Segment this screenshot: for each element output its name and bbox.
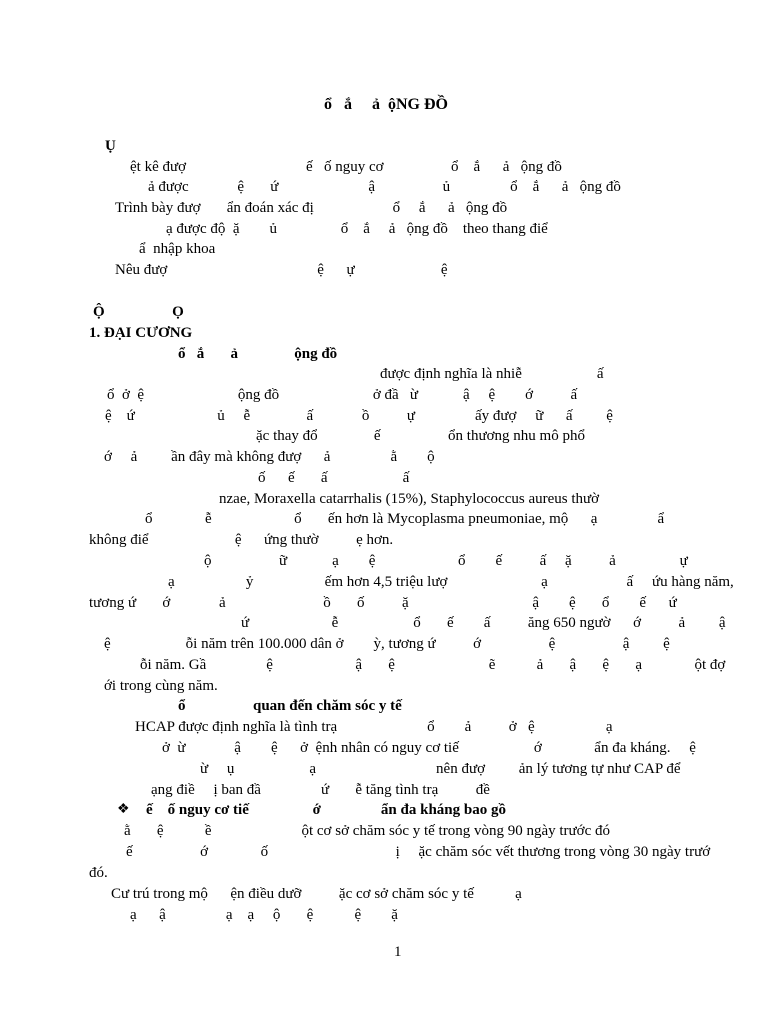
body-line: ới trong cùng năm. bbox=[104, 678, 218, 694]
objective-line: ẩ nhập khoa bbox=[139, 241, 216, 257]
body-line: ạ ỷ ếm hơn 4,5 triệu lượ ạ ấ ứu hàng năm, bbox=[168, 574, 734, 590]
objective-line: ạ được độ ặ ủ ổ ắ ả ộng đồ theo thang điể bbox=[166, 221, 548, 237]
body-line: ừ ụ ạ nên đượ ản lý tương tự như CAP để bbox=[200, 761, 681, 777]
objective-line: Nêu đượ ệ ự ệ bbox=[115, 262, 448, 278]
body-line: ỗi năm. Gầ ệ ậ ệ ẽ ả ậ ệ ạ ột đợ bbox=[140, 657, 726, 673]
subsection-heading: ổ ắ ả ộng đồ bbox=[178, 346, 338, 362]
body-line: ộ ữ ạ ệ ổ ế ấ ặ ả ự bbox=[204, 553, 688, 569]
objective-line: ệt kê đượ ế ố nguy cơ ổ ắ ả ộng đồ bbox=[130, 159, 562, 175]
body-line: ạng điề ị ban đầ ứ ễ tăng tình trạ đề bbox=[151, 782, 490, 798]
document-title: ổ ắ ả ộNG ĐỒ bbox=[324, 96, 448, 113]
section-heading: 1. ĐẠI CƯƠNG bbox=[89, 325, 193, 341]
risk-line: ạ ậ ạ ạ ộ ệ ệ ặ bbox=[130, 907, 398, 923]
body-line: ệ ỗi năm trên 100.000 dân ở ỳ, tương ứ ớ ệ ậ ệ bbox=[104, 636, 670, 652]
risk-heading: ế ố nguy cơ tiế ớ ẩn đa kháng bao gồ bbox=[146, 802, 506, 818]
body-line: không điể ệ ứng thườ ẹ hơn. bbox=[89, 532, 394, 548]
subsection-heading: ổ quan đến chăm sóc y tế bbox=[178, 698, 402, 714]
risk-line: ằ ệ ề ột cơ sở chăm sóc y tế trong vòng 90 ngày trước đó bbox=[124, 823, 611, 839]
risk-line: ế ớ ố ị ặc chăm sóc vết thương trong vòng 30 ngày trướ bbox=[126, 844, 711, 860]
risk-line: Cư trú trong mộ ện điều dưỡ ặc cơ sở chăm sóc y tế ạ bbox=[111, 886, 522, 902]
content-heading: Ộ Ọ bbox=[93, 304, 184, 320]
body-line: ố ế ấ ấ bbox=[258, 470, 410, 486]
objectives-heading: Ụ bbox=[105, 138, 116, 154]
body-line: ớ ả ần đây mà không đượ ả ằ ộ bbox=[104, 449, 435, 465]
body-line: tương ứ ớ ả ồ ố ặ ậ ệ ổ ế ứ bbox=[89, 595, 677, 611]
body-line: nzae, Moraxella catarrhalis (15%), Staphylococcus aureus thườ bbox=[219, 491, 600, 507]
body-line: HCAP được định nghĩa là tình trạ ổ ả ở ệ ạ bbox=[135, 719, 613, 735]
body-line: ở ừ ậ ệ ở ệnh nhân có nguy cơ tiế ớ ẩn đa kháng. ệ bbox=[162, 740, 696, 756]
body-line: ứ ễ ổ ế ấ ăng 650 ngườ ớ ả ậ bbox=[241, 615, 726, 631]
bullet-diamond-icon: ❖ bbox=[117, 802, 130, 817]
risk-line: đó. bbox=[89, 865, 108, 881]
body-line: ổ ễ ổ ến hơn là Mycoplasma pneumoniae, mộ ạ ẩ bbox=[145, 511, 665, 527]
body-line: ổ ở ệ ộng đồ ở đầ ừ ậ ệ ớ ấ bbox=[107, 387, 578, 403]
page-number: 1 bbox=[394, 944, 402, 960]
body-line: được định nghĩa là nhiễ ấ bbox=[380, 366, 604, 382]
body-line: ặc thay đổ ế ổn thương nhu mô phổ bbox=[256, 428, 585, 444]
objective-line: ả được ệ ứ ậ ủ ổ ắ ả ộng đồ bbox=[148, 179, 621, 195]
objective-line: Trình bày đượ ẩn đoán xác đị ổ ắ ả ộng đồ bbox=[115, 200, 508, 216]
body-line: ệ ứ ủ ễ ấ ồ ự ấy đượ ữ ấ ệ bbox=[105, 408, 613, 424]
